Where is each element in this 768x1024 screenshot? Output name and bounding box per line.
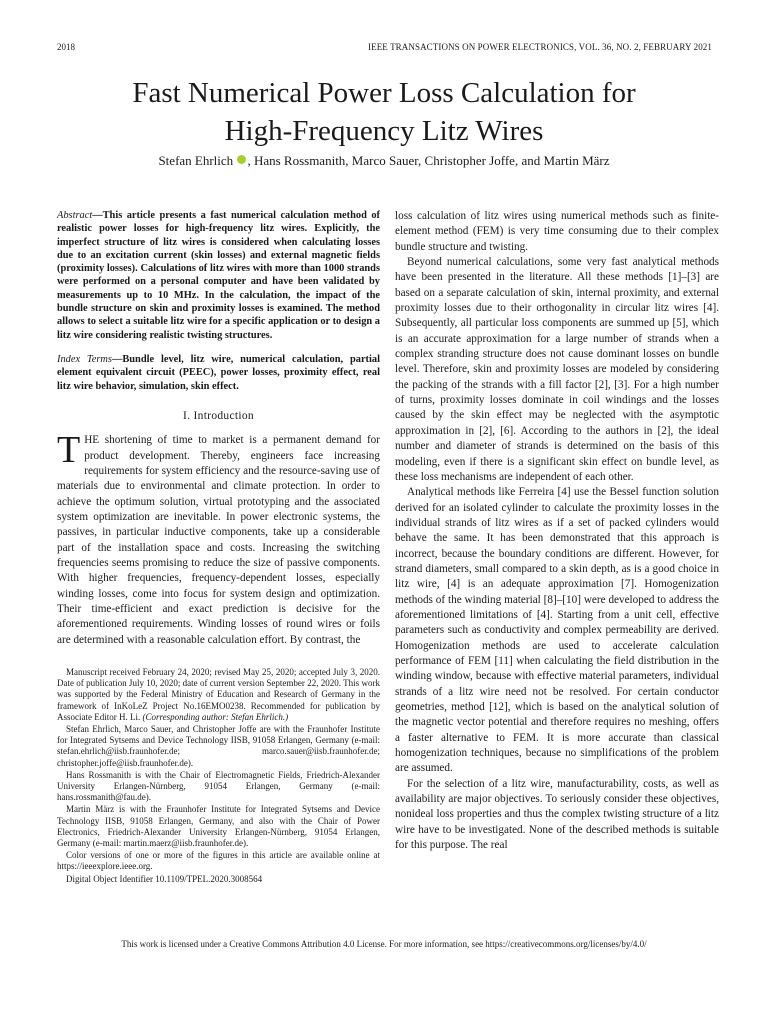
drop-cap: T [57,429,81,472]
index-terms [57,353,380,393]
footnote-affiliation-3: Martin März is with the Fraunhofer Institute for Integrated Sytsems and Device Technology IISB, 91058 Erlangen, Germany, and also with the Chair of Power Electronics, Friedrich-Alexander University Erlangen-Nürnberg, 91054 Erlangen, Germany (e-mail: martin.maerz@iisb.fraunhofer.de). [57,804,380,849]
right-column [395,209,719,853]
footnote-manuscript-text: Manuscript received February 24, 2020; revised May 25, 2020; accepted July 3, 2020. Date of publication July 10, 2020; date of current version September 22, 2020. This work was supported by the Federal Ministry of Education and Research of Germany in the framework of InKoLeZ Project No.16EMO0238. Recommended for publication by Associate Editor H. Li. [57,667,380,722]
footnote-affiliation-1: Stefan Ehrlich, Marco Sauer, and Christopher Joffe are with the Fraunhofer Institute for Integrated Sytsems and Device Technology IISB, 91058 Erlangen, Germany (e-mail: stefan.ehrlich@iisb.fraunhofer.de; marco.sauer@iisb.fraunhofer.de; christopher.joffe@iisb.fraunhofer.de). [57,724,380,768]
abstract-text: —This article presents a fast numerical calculation method of realistic power losses for high-frequency litz wires. Explicitly, the imperfect structure of litz wires is considered when calculating losses due to an excitation current (skin losses) and external magnetic fields (proximity losses). Calculations of litz wires with more than 1000 strands were performed on a personal computer and have been validated by measurements up to 10 MHz. In the calculation, the impact of the bundle structure on skin and proximity losses is examined. The method allows to select a suitable litz wire for a specific application or to design a litz wire considering realistic twisting structures. [57,210,380,341]
footnotes [57,667,380,885]
title-line-2: High-Frequency Litz Wires [224,115,544,147]
footnote-affiliation-2: Hans Rossmanith is with the Chair of Electromagnetic Fields, Friedrich-Alexander University Erlangen-Nürnberg, 91054 Erlangen, Germany (e-mail: hans.rossmanith@fau.de). [57,769,380,803]
index-terms-lead: Index Terms [57,353,112,365]
journal-header: IEEE TRANSACTIONS ON POWER ELECTRONICS, VOL. 36, NO. 2, FEBRUARY 2021 [368,42,712,52]
footnote-color-versions: Color versions of one or more of the figures in this article are available online at https://ieeexplore.ieee.org. [57,850,380,872]
first-author: Stefan Ehrlich [158,153,234,168]
abstract [57,209,380,342]
body-paragraph-1: loss calculation of litz wires using numerical methods such as finite-element method (FEM) is very time consuming due to their complex bundle structure and twisting. [395,210,719,253]
footnote-corresponding-author: (Corresponding author: Stefan Ehrlich.) [142,711,289,722]
title-line-1: Fast Numerical Power Loss Calculation for [132,77,636,109]
other-authors: , Hans Rossmanith, Marco Sauer, Christopher Joffe, and Martin März [247,153,610,168]
intro-paragraph-text: HE shortening of time to market is a permanent demand for product development. Thereby, engineers face increasing requirements for system efficiency and the resource-saving use of materials due to environmental and climate protection. In order to achieve the optimum solution, virtual prototyping and the associated system optimization are inevitable. In power electronic systems, the passives, in particular inductive components, take up a considerable part of the installation space and costs. Increasing the switching frequencies seems promising to reduce the size of passive components. With higher frequencies, frequency-dependent losses, especially winding losses, come into focus for system design and optimization. Their time-efficient and exact prediction is decisive for the aforementioned requirements. Winding losses of round wires or foils are determined with a reasonable calculation effort. By contrast, the [57,434,380,646]
intro-paragraph [57,429,380,648]
page-number: 2018 [57,42,75,52]
index-terms-text: —Bundle level, litz wire, numerical calculation, partial element equivalent circuit (PEEC), power losses, proximity effect, real litz wire behavior, simulation, skin effect. [57,353,380,392]
paper-title [0,74,768,150]
license-notice: This work is licensed under a Creative Commons Attribution 4.0 License. For more information, see https://creativecommons.org/licenses/by/4.0/ [121,939,647,949]
body-paragraph-4: For the selection of a litz wire, manufacturability, costs, as well as availability are major objectives. To seriously consider these objectives, nonideal loss properties and thus the complex twisting structure of a litz wire have to be investigated. None of the described methods is suitable for this purpose. The real [395,777,719,852]
body-paragraph-2: Beyond numerical calculations, some very fast analytical methods have been presented in the literature. All these methods [1]–[3] are based on a separate calculation of skin, internal proximity, and external proximity losses due to their orthogonality in circular litz wires [4]. Subsequently, all particular loss components are summed up [5], which is an accurate approximation for a large number of strands when a complex stranding structure does not cause dominant losses on bundle level. Therefore, skin and proximity losses are modeled by considering the packing of the strands with a fill factor [2], [3]. For a high number of turns, proximity losses dominate in coil windings and the losses caused by the skin effect may be neglected with the asymptotic approximation in [2], [6]. According to the authors in [2], the ideal number and diameter of strands is determined on the basis of this modeling, even if there is a significant skin effect on bundle level, as these loss mechanisms are independent of each other. [395,256,719,483]
section-heading-introduction: I. Introduction [183,409,254,422]
footnote-manuscript [57,667,380,723]
footnote-doi: Digital Object Identifier 10.1109/TPEL.2020.3008564 [66,873,263,884]
abstract-lead: Abstract [57,210,93,221]
orcid-icon[interactable] [237,155,246,164]
author-list [0,153,768,169]
body-paragraph-3: Analytical methods like Ferreira [4] use the Bessel function solution derived for an isolated cylinder to calculate the proximity losses in the individual strands of litz wires as if a set of packed cylinders would behave the same. It has been demonstrated that this approach is incorrect, because the boundary conditions are different. However, for strand diameters, small compared to a skin depth, as is a good choice in litz wire, [4] is an adequate approximation [7]. Homogenization methods of the winding material [8]–[10] were developed to address the aforementioned limitations of [4]. Starting from a unit cell, effective parameters such as conductivity and complex permeability are derived. Homogenization methods are used to accelerate calculation performance of FEM [11] when calculating the field distribution in the winding window, because with effective material parameters, individual strands of a litz wire need not be resolved. For certain conductor geometries, method [12], which is based on the analytical solution of the magnetic vector potential and therefore requires no meshing, offers a faster alternative to FEM. It is more accurate than classical homogenization techniques, because no simplifications of the problem are assumed. [395,486,719,775]
left-column [57,209,380,886]
